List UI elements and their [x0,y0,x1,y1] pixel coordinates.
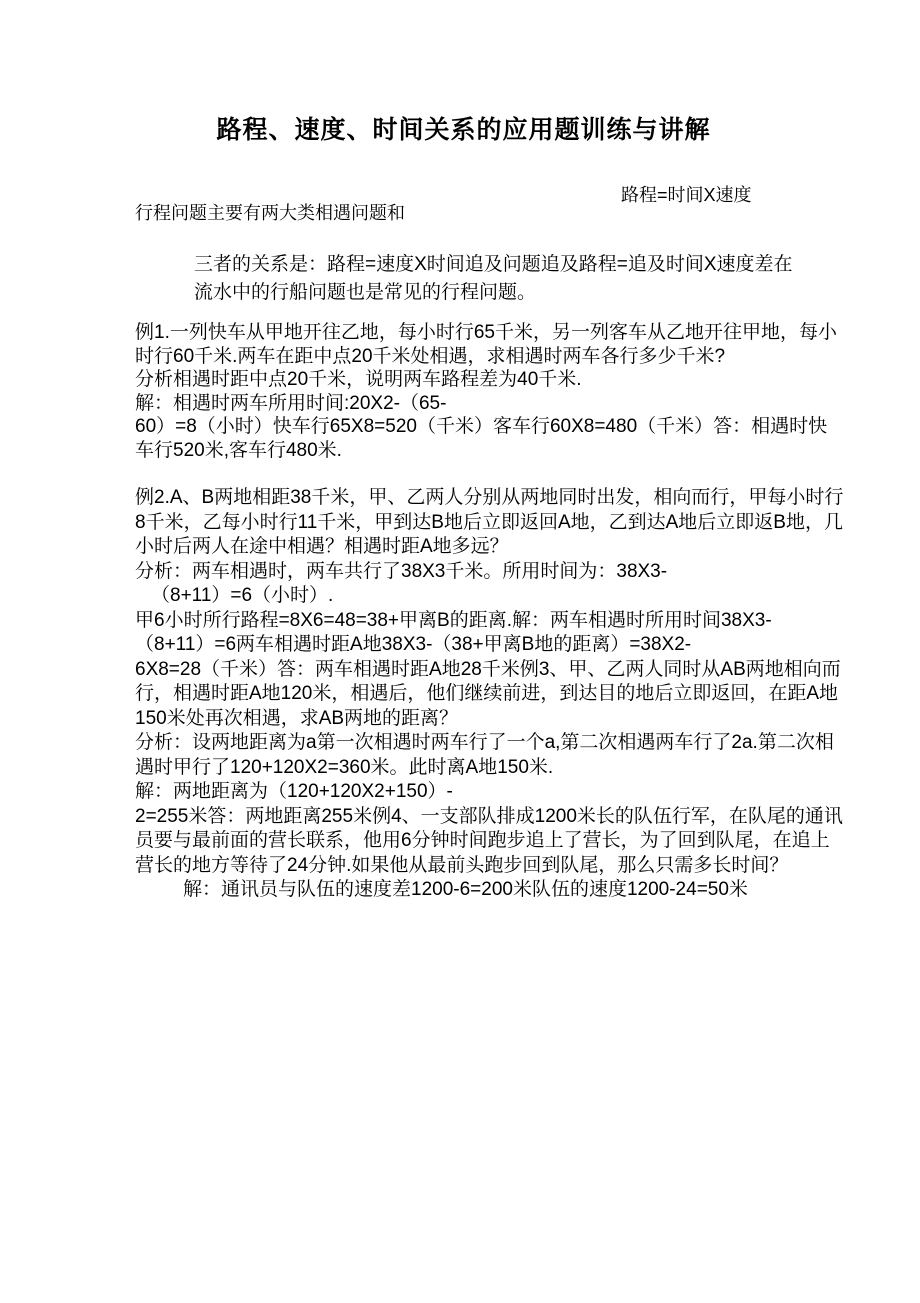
examples2-3-4-paragraph [135,486,844,903]
document-header [135,186,792,223]
text-line: 分析相遇时距中点20千米，说明两车路程差为40千米. [135,369,582,390]
text-line: 分析：两车相遇时，两车共行了38X3千米。所用时间为：38X3- [135,560,668,582]
text-line: 员要与最前面的营长联系，他用6分钟时间跑步追上了营长，为了回到队尾，在追上 [135,830,830,851]
relation-paragraph [135,251,792,307]
example1-paragraph [135,321,837,462]
text-line: 2=255米答：两地距离255米例4、一支部队排成1200米长的队伍行军，在队尾的通讯 [135,805,843,827]
text-line: 流水中的行船问题也是常见的行程问题。 [194,282,537,303]
text-line: 解：两地距离为（120+120X2+150）- [135,781,453,802]
text-line: （8+11）=6两车相遇时距A地38X3-（38+甲离B地的距离）=38X2- [135,634,692,655]
text-line: 车行520米,客车行480米. [135,439,342,461]
text-line: 150米处再次相遇，求AB两地的距离？ [135,707,459,729]
text-line: 营长的地方等待了24分钟.如果他从最前头跑步回到队尾，那么只需多长时间？ [135,854,789,876]
text-line: 解：通讯员与队伍的速度差1200-6=200米队伍的速度1200-24=50米 [183,879,748,900]
intro-text-line: 行程问题主要有两大类相遇问题和 [135,203,405,223]
text-line: 甲6小时所行路程=8X6=48=38+甲离B的距离.解：两车相遇时所用时间38X3- [135,609,772,631]
text-line: 60）=8（小时）快车行65X8=520（千米）客车行60X8=480（千米）答：相遇时快 [135,416,828,437]
text-line: 三者的关系是：路程=速度X时间追及问题追及路程=追及时间X速度差在 [194,254,793,275]
text-line: 例1.一列快车从甲地开往乙地，每小时行65千米，另一列客车从乙地开往甲地，每小 [135,322,837,343]
text-line: 分析：设两地距离为a第一次相遇时两车行了一个a,第二次相遇两车行了2a.第二次相 [135,732,834,753]
text-line: 行，相遇时距A地120米，相遇后，他们继续前进，到达目的地后立即返回，在距A地 [135,683,839,704]
text-line: 遇时甲行了120+120X2=360米。此时离A地150米. [135,756,554,778]
text-line: （8+11）=6（小时）. [151,585,334,606]
formula-distance-equals-time-times-speed: 路程=时间X速度 [621,185,752,205]
text-line: 例2.A、B两地相距38千米，甲、乙两人分别从两地同时出发，相向而行，甲每小时行 [135,487,844,508]
text-line: 小时后两人在途中相遇？相遇时距A地多远？ [135,536,509,557]
text-line: 6X8=28（千米）答：两车相遇时距A地28千米例3、甲、乙两人同时从AB两地相向而 [135,658,841,680]
text-line: 8千米，乙每小时行11千米，甲到达B地后立即返回A地，乙到达A地后立即返B地，几 [135,511,843,533]
text-line: 时行60千米.两车在距中点20千米处相遇，求相遇时两车各行多少千米? [135,345,726,367]
page-title: 路程、速度、时间关系的应用题训练与讲解 [216,115,711,144]
text-line: 解：相遇时两车所用时间:20X2-（65- [135,392,447,414]
